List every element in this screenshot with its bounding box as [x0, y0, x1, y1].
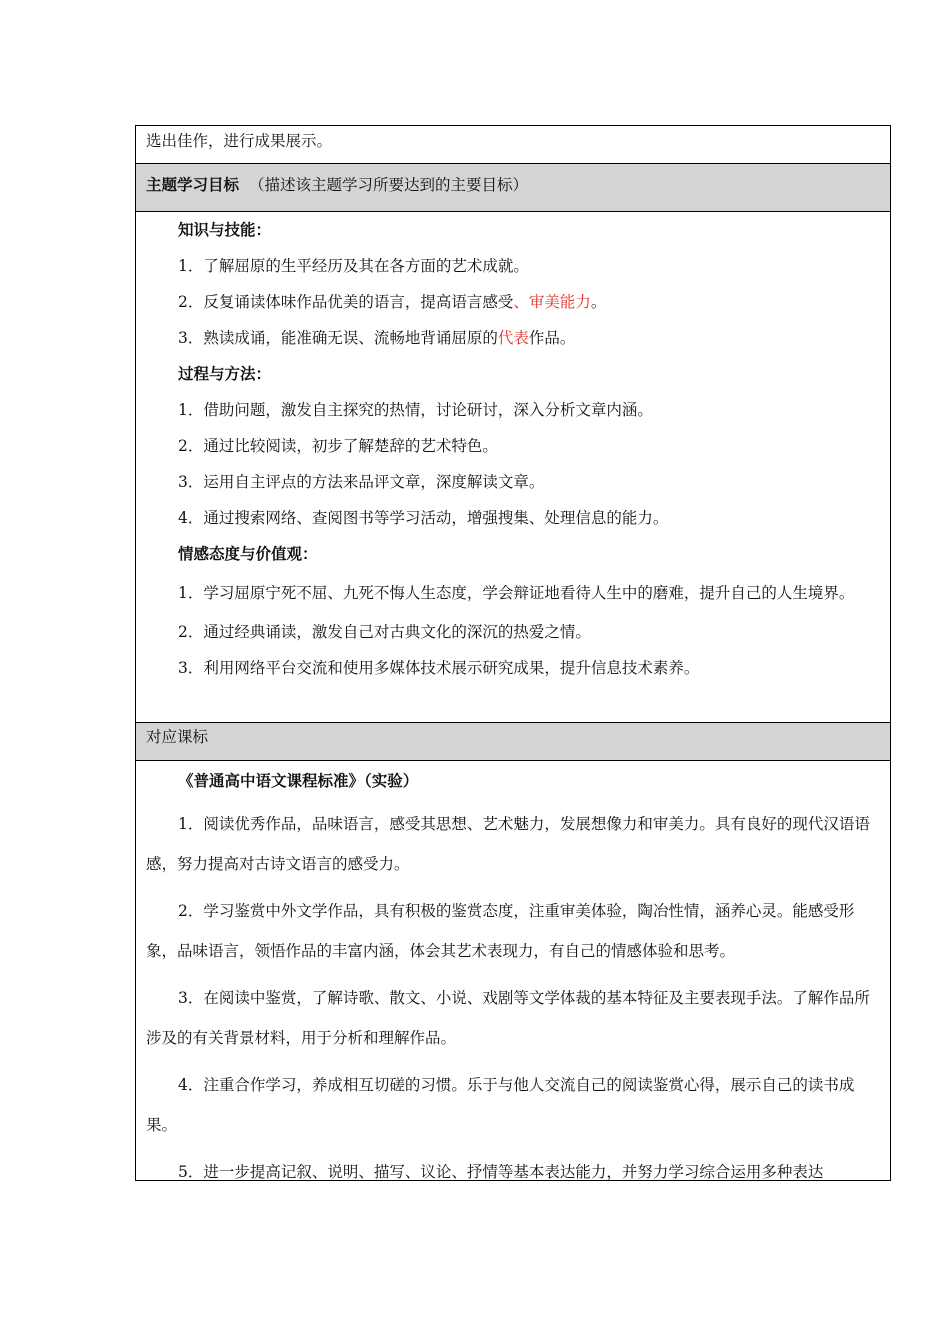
process-item-2: 2．通过比较阅读，初步了解楚辞的艺术特色。	[178, 437, 498, 455]
goals-header-title: 主题学习目标	[146, 175, 240, 194]
standard-item-4: 4．注重合作学习，养成相互切磋的习惯。乐于与他人交流自己的阅读鉴赏心得，展示自己的读书成果。	[146, 1076, 855, 1134]
standard-item-5: 5．进一步提高记叙、说明、描写、议论、抒情等基本表达能力，并努力学习综合运用多种表达	[178, 1163, 824, 1181]
process-item-1: 1．借助问题，激发自主探究的热情，讨论研讨，深入分析文章内涵。	[178, 401, 653, 419]
process-item-4: 4．通过搜索网络、查阅图书等学习活动，增强搜集、处理信息的能力。	[178, 509, 669, 527]
emotion-item-3: 3．利用网络平台交流和使用多媒体技术展示研究成果，提升信息技术素养。	[178, 659, 700, 677]
standard-header-row	[136, 723, 890, 761]
emotion-item-1: 1．学习屈原宁死不屈、九死不悔人生态度，学会辩证地看待人生中的磨难，提升自己的人生境界。	[178, 584, 855, 602]
goals-header-row	[136, 164, 890, 212]
knowledge-heading: 知识与技能：	[178, 220, 272, 239]
emotion-heading: 情感态度与价值观：	[178, 544, 318, 563]
lesson-plan-table	[135, 125, 891, 1181]
knowledge-item-3-highlight: 代表	[497, 329, 529, 347]
top-row-text: 选出佳作，进行成果展示。	[146, 132, 333, 150]
knowledge-item-2-end: 。	[590, 293, 607, 311]
goals-header-description: （描述该主题学习所要达到的主要目标）	[249, 176, 529, 194]
goals-content-row	[136, 212, 890, 723]
knowledge-item-3	[146, 320, 882, 356]
knowledge-item-2-highlight: 、审美能力	[513, 293, 591, 311]
standard-heading: 《普通高中语文课程标准》（实验）	[178, 771, 419, 790]
knowledge-item-3-end: 作品。	[528, 329, 576, 347]
standard-item-2: 2．学习鉴赏中外文学作品，具有积极的鉴赏态度，注重审美体验，陶冶性情，涵养心灵。能感受形象，品味语言，领悟作品的丰富内涵，体会其艺术表现力，有自己的情感体验和思考。	[146, 902, 855, 960]
standard-item-3: 3．在阅读中鉴赏，了解诗歌、散文、小说、戏剧等文学体裁的基本特征及主要表现手法。了解作品所涉及的有关背景材料，用于分析和理解作品。	[146, 989, 870, 1047]
knowledge-item-2	[146, 284, 882, 320]
table-row-top	[136, 126, 890, 164]
process-item-3: 3．运用自主评点的方法来品评文章，深度解读文章。	[178, 473, 545, 491]
standard-item-1: 1．阅读优秀作品，品味语言，感受其思想、艺术魅力，发展想像力和审美力。具有良好的现代汉语语感，努力提高对古诗文语言的感受力。	[146, 815, 870, 873]
emotion-item-2: 2．通过经典诵读，激发自己对古典文化的深沉的热爱之情。	[178, 623, 591, 641]
standard-content-row	[136, 761, 890, 1181]
knowledge-item-2-text: 2．反复诵读体味作品优美的语言，提高语言感受	[178, 293, 514, 311]
process-heading: 过程与方法：	[178, 364, 272, 383]
knowledge-item-1: 1．了解屈原的生平经历及其在各方面的艺术成就。	[178, 257, 529, 275]
knowledge-item-3-text: 3．熟读成诵，能准确无误、流畅地背诵屈原的	[178, 329, 498, 347]
standard-header-title: 对应课标	[146, 728, 209, 746]
